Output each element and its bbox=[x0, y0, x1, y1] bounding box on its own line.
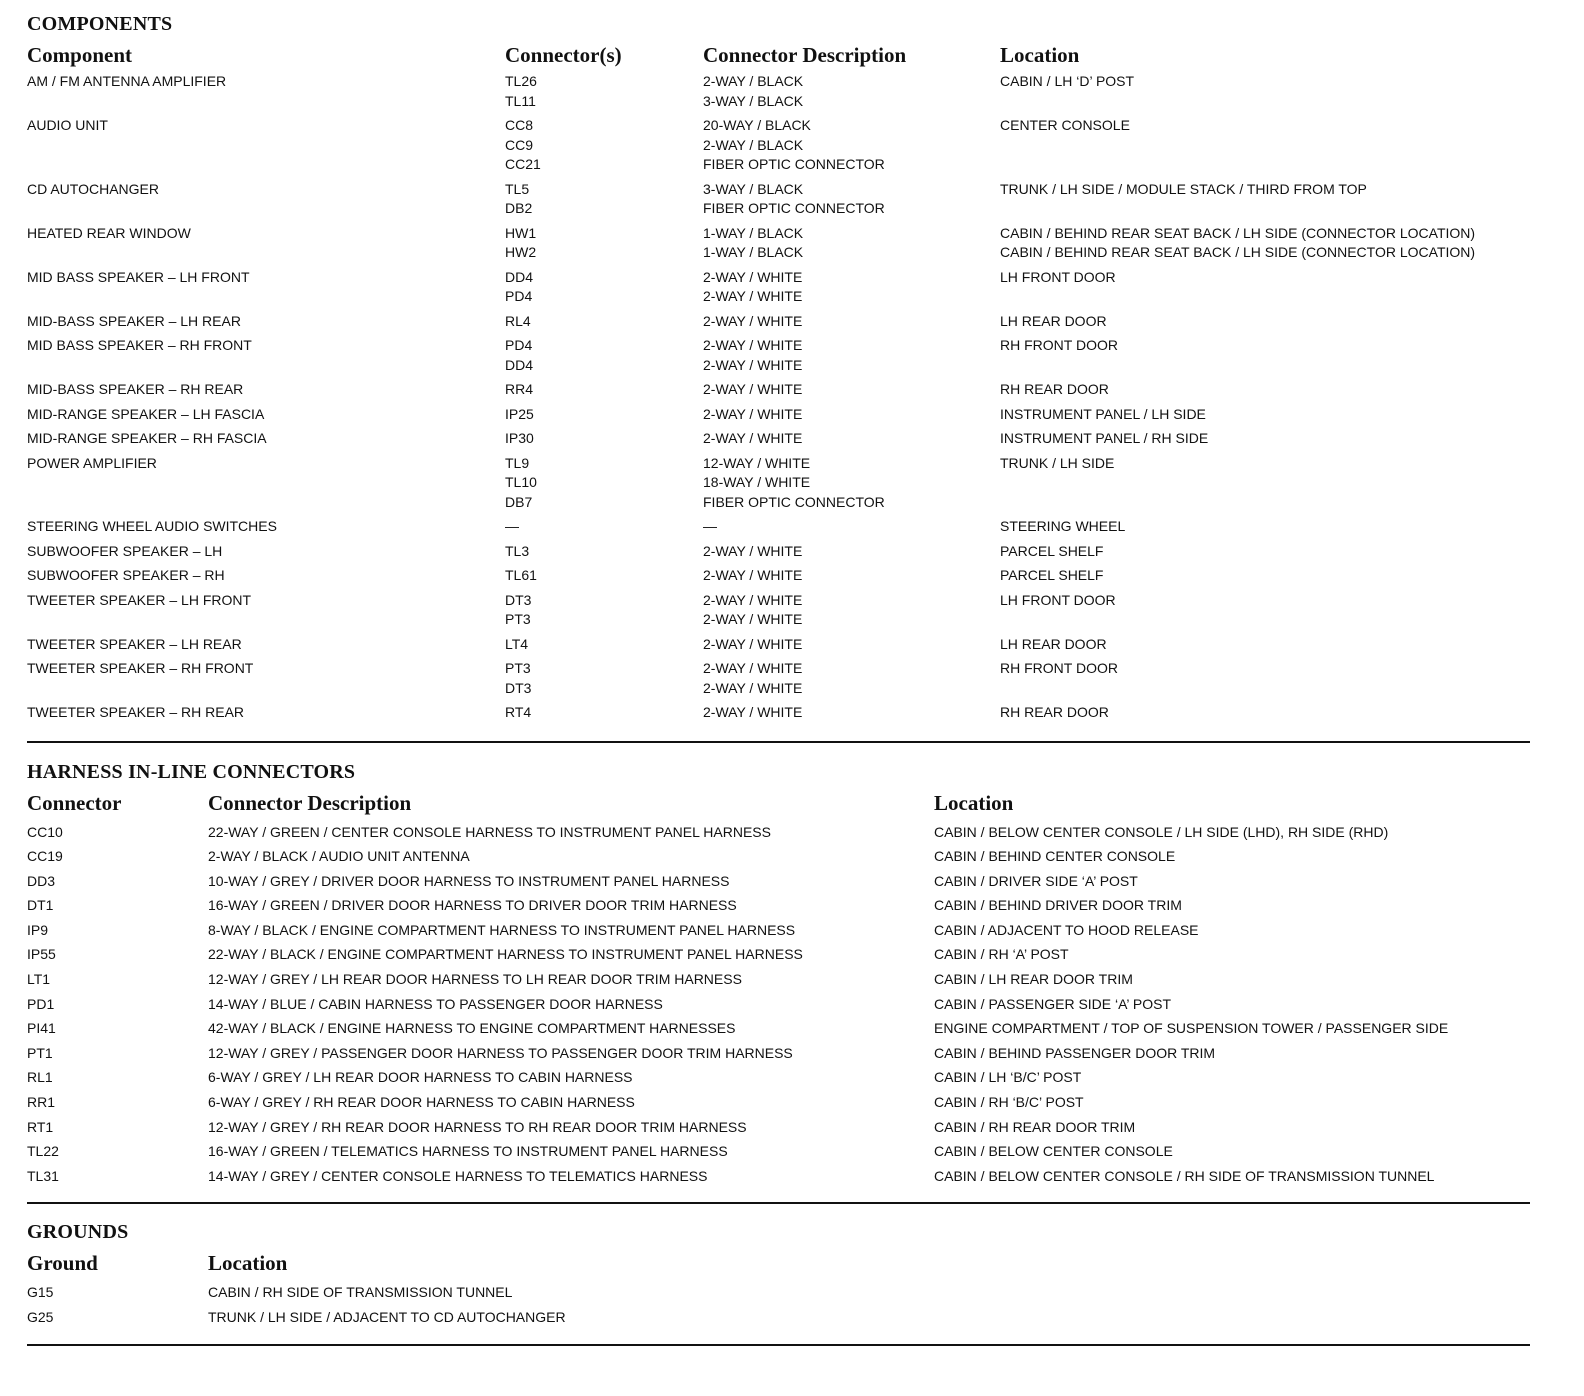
table-row bbox=[27, 1280, 1557, 1305]
connector-id: IP9 bbox=[27, 921, 49, 938]
table-row bbox=[27, 224, 1557, 268]
table-row bbox=[27, 336, 1557, 380]
component-location bbox=[1000, 517, 1540, 537]
component-name bbox=[27, 591, 505, 630]
connector-ids-line: PD4 bbox=[505, 337, 533, 353]
component-name-line: MID BASS SPEAKER – LH FRONT bbox=[27, 268, 250, 285]
component-name bbox=[27, 659, 505, 698]
connector-ids bbox=[505, 635, 703, 655]
connector-descriptions bbox=[703, 542, 1000, 562]
connector-descriptions bbox=[703, 336, 1000, 375]
connector-ids-line: DT3 bbox=[505, 591, 532, 608]
component-location-line: INSTRUMENT PANEL / RH SIDE bbox=[1000, 430, 1209, 446]
connector-ids-line: — bbox=[505, 518, 519, 534]
header-component: Component bbox=[27, 43, 133, 67]
table-row bbox=[27, 454, 1557, 518]
component-name bbox=[27, 635, 505, 655]
component-location bbox=[1000, 180, 1540, 219]
connector-descriptions-line: 2-WAY / WHITE bbox=[703, 356, 803, 373]
connector-descriptions-line: 18-WAY / WHITE bbox=[703, 474, 811, 490]
table-row bbox=[27, 1305, 1557, 1330]
connector-ids-line: DB7 bbox=[505, 493, 533, 510]
component-name-line: TWEETER SPEAKER – LH FRONT bbox=[27, 591, 252, 608]
component-location bbox=[1000, 336, 1540, 375]
grounds-table-body bbox=[27, 1280, 1557, 1329]
component-name-line: AM / FM ANTENNA AMPLIFIER bbox=[27, 73, 227, 89]
component-location bbox=[1000, 703, 1540, 723]
connector-descriptions bbox=[703, 268, 1000, 307]
table-row bbox=[27, 405, 1557, 430]
component-name-line: MID BASS SPEAKER – RH FRONT bbox=[27, 337, 252, 353]
connector-description: 12-WAY / GREY / LH REAR DOOR HARNESS TO LH REAR DOOR TRIM HARNESS bbox=[208, 971, 742, 988]
table-row bbox=[27, 591, 1557, 635]
component-name-line: AUDIO UNIT bbox=[27, 117, 108, 133]
component-location bbox=[1000, 312, 1540, 332]
connector-location: CABIN / BEHIND DRIVER DOOR TRIM bbox=[934, 897, 1182, 914]
connector-id: RL1 bbox=[27, 1069, 53, 1086]
component-name bbox=[27, 405, 505, 425]
connector-descriptions-line: 2-WAY / WHITE bbox=[703, 660, 803, 676]
component-name-line: MID-RANGE SPEAKER – RH FASCIA bbox=[27, 430, 267, 446]
connector-ids bbox=[505, 542, 703, 562]
section-divider bbox=[27, 741, 1530, 743]
connector-location: CABIN / LH REAR DOOR TRIM bbox=[934, 971, 1133, 988]
connector-description: 22-WAY / GREEN / CENTER CONSOLE HARNESS TO INSTRUMENT PANEL HARNESS bbox=[208, 823, 771, 840]
connector-descriptions bbox=[703, 635, 1000, 655]
grounds-section bbox=[27, 1218, 1557, 1329]
component-location-line: RH REAR DOOR bbox=[1000, 704, 1109, 720]
header-connector: Connector bbox=[27, 790, 122, 815]
connector-id: RT1 bbox=[27, 1118, 54, 1135]
connector-ids-line: HW1 bbox=[505, 224, 537, 241]
connector-location: CABIN / BELOW CENTER CONSOLE / LH SIDE (LHD), RH SIDE (RHD) bbox=[934, 823, 1389, 840]
connector-ids bbox=[505, 591, 703, 630]
connector-ids-line: PT3 bbox=[505, 660, 531, 676]
connector-descriptions bbox=[703, 224, 1000, 263]
component-location-line: PARCEL SHELF bbox=[1000, 542, 1104, 559]
connector-descriptions bbox=[703, 429, 1000, 449]
connector-ids-line: RL4 bbox=[505, 312, 531, 329]
connector-ids-line: CC21 bbox=[505, 156, 541, 172]
connector-location: CABIN / RH REAR DOOR TRIM bbox=[934, 1118, 1136, 1135]
component-name bbox=[27, 72, 505, 111]
connector-descriptions-line: 2-WAY / WHITE bbox=[703, 591, 803, 608]
connector-descriptions bbox=[703, 116, 1000, 175]
connector-ids-line: TL26 bbox=[505, 73, 537, 89]
component-name-line: MID-BASS SPEAKER – RH REAR bbox=[27, 381, 244, 397]
table-row bbox=[27, 1139, 1557, 1164]
component-name bbox=[27, 224, 505, 263]
table-row bbox=[27, 1115, 1557, 1140]
connector-descriptions-line: FIBER OPTIC CONNECTOR bbox=[703, 493, 885, 510]
connector-ids-line: RR4 bbox=[505, 381, 534, 397]
component-location-line: TRUNK / LH SIDE bbox=[1000, 454, 1115, 471]
table-row bbox=[27, 703, 1557, 728]
table-row bbox=[27, 659, 1557, 703]
component-name-line: POWER AMPLIFIER bbox=[27, 454, 157, 471]
connector-description: 16-WAY / GREEN / TELEMATICS HARNESS TO INSTRUMENT PANEL HARNESS bbox=[208, 1143, 728, 1160]
connector-ids-line: IP30 bbox=[505, 430, 534, 446]
connector-ids bbox=[505, 703, 703, 723]
component-name bbox=[27, 380, 505, 400]
harness-table-body bbox=[27, 820, 1557, 1189]
ground-location: CABIN / RH SIDE OF TRANSMISSION TUNNEL bbox=[208, 1284, 513, 1301]
connector-descriptions-line: — bbox=[703, 518, 717, 534]
connector-descriptions-line: 2-WAY / WHITE bbox=[703, 567, 803, 583]
connector-id: TL31 bbox=[27, 1167, 59, 1184]
connector-ids bbox=[505, 405, 703, 425]
connector-descriptions-line: 2-WAY / WHITE bbox=[703, 635, 803, 652]
connector-location: CABIN / RH ‘B/C’ POST bbox=[934, 1094, 1084, 1111]
connector-descriptions-line: 20-WAY / BLACK bbox=[703, 117, 811, 133]
connector-ids bbox=[505, 268, 703, 307]
component-location-line: CABIN / BEHIND REAR SEAT BACK / LH SIDE (CONNECTOR LOCATION) bbox=[1000, 244, 1476, 260]
connector-location: ENGINE COMPARTMENT / TOP OF SUSPENSION TOWER / PASSENGER SIDE bbox=[934, 1020, 1449, 1037]
connector-ids-line: CC9 bbox=[505, 136, 534, 153]
table-row bbox=[27, 967, 1557, 992]
component-name bbox=[27, 566, 505, 586]
table-row bbox=[27, 1164, 1557, 1189]
connector-descriptions-line: 1-WAY / BLACK bbox=[703, 244, 804, 260]
component-location bbox=[1000, 659, 1540, 698]
component-location bbox=[1000, 268, 1540, 307]
connector-description: 8-WAY / BLACK / ENGINE COMPARTMENT HARNESS TO INSTRUMENT PANEL HARNESS bbox=[208, 921, 796, 938]
connector-description: 6-WAY / GREY / LH REAR DOOR HARNESS TO CABIN HARNESS bbox=[208, 1069, 633, 1086]
header-location: Location bbox=[1000, 43, 1080, 67]
connector-description: 42-WAY / BLACK / ENGINE HARNESS TO ENGINE COMPARTMENT HARNESSES bbox=[208, 1020, 736, 1037]
connector-descriptions-line: 3-WAY / BLACK bbox=[703, 180, 804, 197]
component-name bbox=[27, 517, 505, 537]
component-location bbox=[1000, 224, 1540, 263]
component-name bbox=[27, 312, 505, 332]
connector-descriptions-line: 2-WAY / WHITE bbox=[703, 542, 803, 559]
connector-ids bbox=[505, 380, 703, 400]
component-location-line: CENTER CONSOLE bbox=[1000, 117, 1130, 133]
table-row bbox=[27, 542, 1557, 567]
connector-ids-line: CC8 bbox=[505, 117, 534, 133]
table-row bbox=[27, 380, 1557, 405]
component-name-line: TWEETER SPEAKER – LH REAR bbox=[27, 635, 242, 652]
connector-id: DD3 bbox=[27, 872, 56, 889]
table-row bbox=[27, 942, 1557, 967]
header-connector-description: Connector Description bbox=[208, 790, 412, 815]
component-location bbox=[1000, 72, 1540, 111]
component-name bbox=[27, 429, 505, 449]
connector-location: CABIN / ADJACENT TO HOOD RELEASE bbox=[934, 921, 1199, 938]
header-ground: Ground bbox=[27, 1251, 98, 1276]
component-location-line: CABIN / BEHIND REAR SEAT BACK / LH SIDE (CONNECTOR LOCATION) bbox=[1000, 224, 1476, 241]
table-row bbox=[27, 566, 1557, 591]
connector-descriptions bbox=[703, 659, 1000, 698]
connector-ids bbox=[505, 72, 703, 111]
section-divider bbox=[27, 1202, 1530, 1204]
harness-title: HARNESS IN-LINE CONNECTORS bbox=[27, 760, 356, 783]
table-row bbox=[27, 918, 1557, 943]
components-header-row bbox=[27, 38, 1557, 72]
connector-descriptions bbox=[703, 703, 1000, 723]
header-location: Location bbox=[934, 790, 1014, 815]
connector-id: PD1 bbox=[27, 995, 55, 1012]
connector-ids-line: RT4 bbox=[505, 704, 532, 720]
component-name bbox=[27, 542, 505, 562]
connector-id: CC19 bbox=[27, 848, 63, 865]
component-location bbox=[1000, 635, 1540, 655]
connector-ids-line: TL5 bbox=[505, 180, 530, 197]
connector-descriptions-line: 2-WAY / WHITE bbox=[703, 405, 803, 422]
component-location bbox=[1000, 405, 1540, 425]
connector-id: PI41 bbox=[27, 1020, 56, 1037]
grounds-header-row bbox=[27, 1246, 1557, 1280]
connector-location: CABIN / BELOW CENTER CONSOLE bbox=[934, 1143, 1173, 1160]
connector-id: LT1 bbox=[27, 971, 51, 988]
component-location-line: RH FRONT DOOR bbox=[1000, 660, 1118, 676]
connector-descriptions-line: 2-WAY / WHITE bbox=[703, 312, 803, 329]
connector-description: 12-WAY / GREY / RH REAR DOOR HARNESS TO RH REAR DOOR TRIM HARNESS bbox=[208, 1118, 747, 1135]
connector-ids bbox=[505, 336, 703, 375]
connector-ids-line: LT4 bbox=[505, 635, 529, 652]
table-row bbox=[27, 1041, 1557, 1066]
component-location bbox=[1000, 454, 1540, 513]
connector-ids-line: PT3 bbox=[505, 611, 531, 627]
connector-description: 22-WAY / BLACK / ENGINE COMPARTMENT HARNESS TO INSTRUMENT PANEL HARNESS bbox=[208, 946, 803, 963]
connector-descriptions-line: 2-WAY / WHITE bbox=[703, 704, 803, 720]
connector-descriptions-line: 2-WAY / WHITE bbox=[703, 337, 803, 353]
component-name-line: TWEETER SPEAKER – RH FRONT bbox=[27, 660, 254, 676]
table-row bbox=[27, 268, 1557, 312]
connector-descriptions-line: FIBER OPTIC CONNECTOR bbox=[703, 200, 885, 216]
connector-descriptions-line: 3-WAY / BLACK bbox=[703, 92, 804, 109]
ground-id: G25 bbox=[27, 1309, 54, 1325]
connector-location: CABIN / LH ‘B/C’ POST bbox=[934, 1069, 1082, 1086]
header-connectors: Connector(s) bbox=[505, 43, 622, 67]
connector-description: 14-WAY / GREY / CENTER CONSOLE HARNESS TO TELEMATICS HARNESS bbox=[208, 1167, 708, 1184]
component-name bbox=[27, 116, 505, 175]
connector-description: 16-WAY / GREEN / DRIVER DOOR HARNESS TO DRIVER DOOR TRIM HARNESS bbox=[208, 897, 737, 914]
component-location-line: RH REAR DOOR bbox=[1000, 381, 1109, 397]
connector-ids-line: HW2 bbox=[505, 244, 537, 260]
component-name-line: MID-RANGE SPEAKER – LH FASCIA bbox=[27, 405, 265, 422]
component-location-line: LH REAR DOOR bbox=[1000, 312, 1107, 329]
table-row bbox=[27, 1090, 1557, 1115]
component-location bbox=[1000, 566, 1540, 586]
component-name bbox=[27, 703, 505, 723]
table-row bbox=[27, 429, 1557, 454]
connector-descriptions bbox=[703, 72, 1000, 111]
connector-location: CABIN / BEHIND PASSENGER DOOR TRIM bbox=[934, 1044, 1216, 1061]
connector-ids-line: DD4 bbox=[505, 356, 534, 373]
connector-ids-line: TL10 bbox=[505, 474, 537, 490]
connector-descriptions-line: 2-WAY / WHITE bbox=[703, 268, 803, 285]
connector-location: CABIN / BEHIND CENTER CONSOLE bbox=[934, 848, 1176, 865]
connector-descriptions bbox=[703, 454, 1000, 513]
section-divider bbox=[27, 1344, 1530, 1346]
connector-descriptions bbox=[703, 312, 1000, 332]
component-location-line: LH FRONT DOOR bbox=[1000, 268, 1116, 285]
connector-ids bbox=[505, 517, 703, 537]
table-row bbox=[27, 869, 1557, 894]
component-location-line: LH REAR DOOR bbox=[1000, 635, 1107, 652]
connector-descriptions bbox=[703, 405, 1000, 425]
component-location-line: CABIN / LH ‘D’ POST bbox=[1000, 73, 1135, 89]
connector-ids bbox=[505, 116, 703, 175]
table-row bbox=[27, 72, 1557, 116]
component-name bbox=[27, 336, 505, 375]
connector-ids-line: DD4 bbox=[505, 268, 534, 285]
component-location-line: RH FRONT DOOR bbox=[1000, 337, 1118, 353]
table-row bbox=[27, 1016, 1557, 1041]
connector-descriptions-line: 2-WAY / WHITE bbox=[703, 611, 803, 627]
connector-descriptions-line: 2-WAY / BLACK bbox=[703, 73, 804, 89]
connector-descriptions bbox=[703, 380, 1000, 400]
connector-ids-line: PD4 bbox=[505, 288, 533, 304]
table-row bbox=[27, 635, 1557, 660]
connector-reference-page bbox=[27, 10, 1557, 1346]
connector-id: TL22 bbox=[27, 1143, 59, 1160]
connector-descriptions-line: 2-WAY / WHITE bbox=[703, 430, 803, 446]
component-location-line: STEERING WHEEL bbox=[1000, 518, 1126, 534]
connector-id: IP55 bbox=[27, 946, 56, 963]
component-location-line: PARCEL SHELF bbox=[1000, 567, 1104, 583]
connector-ids-line: DB2 bbox=[505, 200, 533, 216]
harness-header-row bbox=[27, 786, 1557, 820]
ground-location: TRUNK / LH SIDE / ADJACENT TO CD AUTOCHANGER bbox=[208, 1309, 566, 1325]
component-location bbox=[1000, 591, 1540, 630]
connector-location: CABIN / PASSENGER SIDE ‘A’ POST bbox=[934, 995, 1172, 1012]
component-name-line: SUBWOOFER SPEAKER – LH bbox=[27, 542, 223, 559]
table-row bbox=[27, 844, 1557, 869]
header-location: Location bbox=[208, 1251, 288, 1276]
connector-descriptions-line: 2-WAY / BLACK bbox=[703, 136, 804, 153]
connector-description: 6-WAY / GREY / RH REAR DOOR HARNESS TO CABIN HARNESS bbox=[208, 1094, 635, 1111]
table-row bbox=[27, 820, 1557, 845]
component-name bbox=[27, 268, 505, 307]
connector-description: 14-WAY / BLUE / CABIN HARNESS TO PASSENGER DOOR HARNESS bbox=[208, 995, 663, 1012]
connector-id: CC10 bbox=[27, 823, 63, 840]
table-row bbox=[27, 116, 1557, 180]
connector-ids-line: TL11 bbox=[505, 92, 536, 109]
connector-location: CABIN / DRIVER SIDE ‘A’ POST bbox=[934, 872, 1138, 889]
connector-description: 12-WAY / GREY / PASSENGER DOOR HARNESS TO PASSENGER DOOR TRIM HARNESS bbox=[208, 1044, 793, 1061]
component-location bbox=[1000, 116, 1540, 175]
component-name bbox=[27, 454, 505, 513]
component-name bbox=[27, 180, 505, 219]
component-location-line: INSTRUMENT PANEL / LH SIDE bbox=[1000, 405, 1206, 422]
components-title: COMPONENTS bbox=[27, 13, 173, 35]
component-name-line: SUBWOOFER SPEAKER – RH bbox=[27, 567, 225, 583]
harness-section bbox=[27, 758, 1557, 1189]
grounds-title: GROUNDS bbox=[27, 1221, 129, 1244]
component-location-line: LH FRONT DOOR bbox=[1000, 591, 1116, 608]
table-row bbox=[27, 992, 1557, 1017]
connector-descriptions-line: 2-WAY / WHITE bbox=[703, 288, 803, 304]
connector-descriptions bbox=[703, 591, 1000, 630]
connector-id: RR1 bbox=[27, 1094, 56, 1111]
table-row bbox=[27, 180, 1557, 224]
connector-descriptions-line: 2-WAY / WHITE bbox=[703, 679, 803, 696]
connector-descriptions bbox=[703, 566, 1000, 586]
table-row bbox=[27, 312, 1557, 337]
connector-descriptions bbox=[703, 517, 1000, 537]
connector-description: 10-WAY / GREY / DRIVER DOOR HARNESS TO INSTRUMENT PANEL HARNESS bbox=[208, 872, 730, 889]
component-name-line: HEATED REAR WINDOW bbox=[27, 224, 191, 241]
header-connector-description: Connector Description bbox=[703, 43, 907, 67]
ground-id: G15 bbox=[27, 1284, 54, 1301]
connector-ids-line: TL9 bbox=[505, 454, 530, 471]
component-name-line: TWEETER SPEAKER – RH REAR bbox=[27, 704, 245, 720]
connector-ids-line: IP25 bbox=[505, 405, 534, 422]
connector-descriptions-line: 1-WAY / BLACK bbox=[703, 224, 804, 241]
connector-ids bbox=[505, 429, 703, 449]
component-name-line: MID-BASS SPEAKER – LH REAR bbox=[27, 312, 241, 329]
connector-description: 2-WAY / BLACK / AUDIO UNIT ANTENNA bbox=[208, 848, 470, 865]
components-table-body bbox=[27, 72, 1557, 728]
table-row bbox=[27, 1065, 1557, 1090]
components-section bbox=[27, 10, 1557, 728]
connector-location: CABIN / RH ‘A’ POST bbox=[934, 946, 1069, 963]
connector-ids bbox=[505, 659, 703, 698]
connector-ids bbox=[505, 566, 703, 586]
connector-descriptions-line: 2-WAY / WHITE bbox=[703, 381, 803, 397]
component-location bbox=[1000, 380, 1540, 400]
component-location bbox=[1000, 542, 1540, 562]
connector-ids-line: TL3 bbox=[505, 542, 530, 559]
connector-ids bbox=[505, 224, 703, 263]
component-location bbox=[1000, 429, 1540, 449]
component-name-line: CD AUTOCHANGER bbox=[27, 180, 159, 197]
connector-ids-line: TL61 bbox=[505, 567, 537, 583]
connector-id: PT1 bbox=[27, 1044, 53, 1061]
component-location-line: TRUNK / LH SIDE / MODULE STACK / THIRD FROM TOP bbox=[1000, 180, 1367, 197]
connector-descriptions-line: 12-WAY / WHITE bbox=[703, 454, 811, 471]
connector-ids bbox=[505, 312, 703, 332]
connector-ids bbox=[505, 454, 703, 513]
table-row bbox=[27, 893, 1557, 918]
table-row bbox=[27, 517, 1557, 542]
component-name-line: STEERING WHEEL AUDIO SWITCHES bbox=[27, 518, 277, 534]
connector-ids-line: DT3 bbox=[505, 679, 532, 696]
connector-location: CABIN / BELOW CENTER CONSOLE / RH SIDE OF TRANSMISSION TUNNEL bbox=[934, 1167, 1435, 1184]
connector-descriptions bbox=[703, 180, 1000, 219]
connector-ids bbox=[505, 180, 703, 219]
connector-descriptions-line: FIBER OPTIC CONNECTOR bbox=[703, 156, 885, 172]
connector-id: DT1 bbox=[27, 897, 54, 914]
